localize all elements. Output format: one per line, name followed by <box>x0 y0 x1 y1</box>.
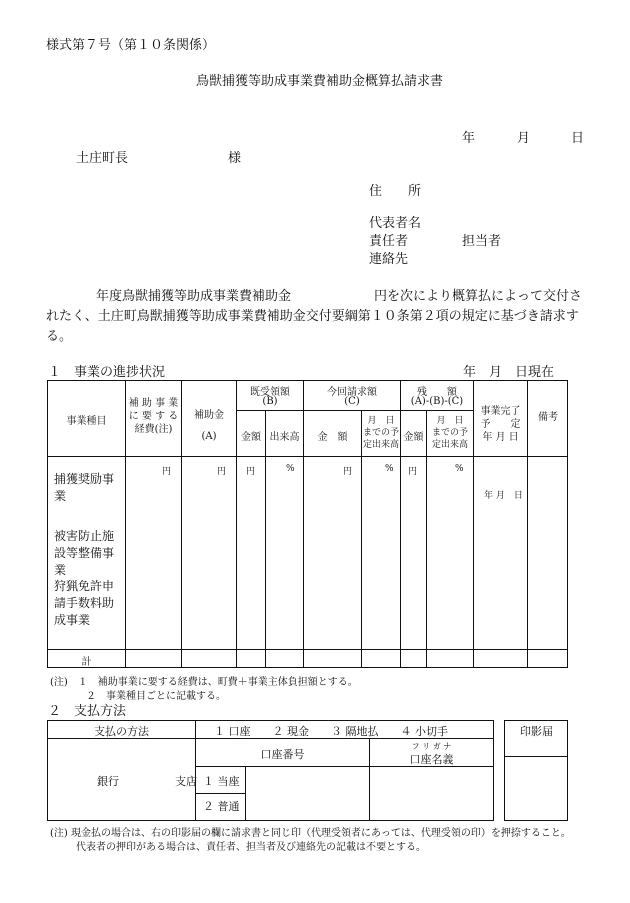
body-text-line2: れたく、土庄町鳥獣捕獲等助成事業費補助金交付要綱第１０条第２項の規定に基づき請求す <box>46 309 579 324</box>
staff-label: 担当者 <box>462 234 502 249</box>
header-current-until-line3: 定出来高 <box>362 440 399 450</box>
header-completion-line2: 予 定 <box>480 419 521 430</box>
header-current-amount: 金 額 <box>317 432 348 443</box>
account-number-label: 口座番号 <box>260 748 305 761</box>
manager-label: 責任者 <box>369 234 409 249</box>
date-year: 年 <box>462 131 476 146</box>
payment-method-label: 支払の方法 <box>94 725 149 738</box>
account-type-ordinary: ２ 普通 <box>203 800 240 813</box>
category-3-line2: 請手数料助 <box>54 596 115 610</box>
header-received: 既受領額 <box>250 387 290 398</box>
unit-current-percent: % <box>385 464 394 474</box>
header-subsidy-a: (A) <box>201 431 217 442</box>
form-number: 様式第７号（第１０条関係） <box>46 38 216 53</box>
account-name-label: 口座名義 <box>409 753 454 766</box>
header-expense-line3: 経費(注) <box>134 424 173 435</box>
header-category: 事業種目 <box>66 416 107 427</box>
unit-expense-yen: 円 <box>162 467 172 477</box>
unit-received-yen: 円 <box>246 467 256 477</box>
header-remaining-amount: 金額 <box>403 432 424 443</box>
category-2-line1: 被害防止施 <box>54 529 115 543</box>
header-remarks: 備考 <box>538 412 558 423</box>
section2-note-2: 代表者の押印がある場合は、責任者、担当者及び連絡先の記載は不要とする。 <box>76 842 426 853</box>
category-2-line3: 業 <box>54 563 67 577</box>
header-remaining-formula: (A)-(B)-(C) <box>410 396 464 407</box>
body-text-part1: 年度鳥獣捕獲等助成事業費補助金 <box>96 289 292 304</box>
category-1-line2: 業 <box>54 489 67 503</box>
date-month: 月 <box>517 131 531 146</box>
branch-label: 支店 <box>175 775 197 788</box>
furigana-label: フ リ ガ ナ <box>411 742 452 751</box>
header-received-amount: 金額 <box>241 432 261 443</box>
header-remaining-until-line3: 定出来高 <box>431 440 468 450</box>
unit-received-percent: % <box>286 464 295 474</box>
unit-completion-date: 年 月 日 <box>484 491 523 501</box>
header-completion-line3: 年 月 日 <box>482 432 519 443</box>
total-label: 計 <box>81 657 92 668</box>
header-current-c: (C) <box>344 396 360 407</box>
contact-label: 連絡先 <box>369 252 409 267</box>
header-current: 今回請求額 <box>327 387 377 398</box>
unit-remaining-percent: % <box>455 464 464 474</box>
representative-label: 代表者名 <box>369 216 422 231</box>
seal-label: 印影届 <box>520 725 553 738</box>
page-title: 鳥獣捕獲等助成事業費補助金概算払請求書 <box>196 74 444 89</box>
section1-title: １ 事業の進捗状況 <box>48 365 166 380</box>
honorific: 様 <box>228 151 242 166</box>
unit-remaining-yen: 円 <box>408 467 418 477</box>
header-current-until-line1: 月 日 <box>367 416 395 426</box>
addressee: 土庄町長 <box>76 151 129 166</box>
as-of-date: 年 月 日現在 <box>463 365 555 380</box>
header-remaining-until-line2: までの予 <box>431 428 468 438</box>
body-text-part2: 円を次により概算払によって交付さ <box>374 289 583 304</box>
header-received-output: 出来高 <box>269 432 300 443</box>
header-remaining-until-line1: 月 日 <box>436 416 464 426</box>
header-remaining: 残 額 <box>417 387 457 398</box>
date-day: 日 <box>571 131 585 146</box>
unit-current-yen: 円 <box>343 467 353 477</box>
category-3-line1: 狩猟免許申 <box>54 579 115 593</box>
section2-title: ２ 支払方法 <box>48 704 127 719</box>
account-type-current: １ 当座 <box>203 775 240 788</box>
header-subsidy: 補助金 <box>194 410 224 421</box>
note-1: (注) １ 補助事業に要する経費は、町費＋事業主体負担額とする。 <box>50 677 358 688</box>
payment-options: １ 口座 ２ 現金 ３ 隔地払 ４ 小切手 <box>214 725 448 738</box>
category-1-line1: 捕獲奨励事 <box>54 472 115 486</box>
bank-label: 銀行 <box>97 775 119 788</box>
note-2: ２ 事業種目ごとに記載する。 <box>86 691 226 702</box>
header-completion-line1: 事業完了 <box>480 406 521 417</box>
section2-note-1: (注) 現金払の場合は、右の印影届の欄に請求書と同じ印（代理受領者にあっては、代理受領の印）を押捺すること。 <box>50 828 571 839</box>
unit-subsidy-yen: 円 <box>217 467 227 477</box>
body-text-line3: る。 <box>46 329 73 344</box>
category-3-line3: 成事業 <box>54 613 91 627</box>
address-label: 住 所 <box>369 184 422 199</box>
header-expense-line1: 補 助 事 業 <box>128 398 179 409</box>
header-current-until-line2: までの予 <box>362 428 399 438</box>
category-2-line2: 設等整備事 <box>54 546 115 560</box>
header-expense-line2: に 要 す る <box>128 411 179 422</box>
header-received-b: (B) <box>262 396 278 407</box>
